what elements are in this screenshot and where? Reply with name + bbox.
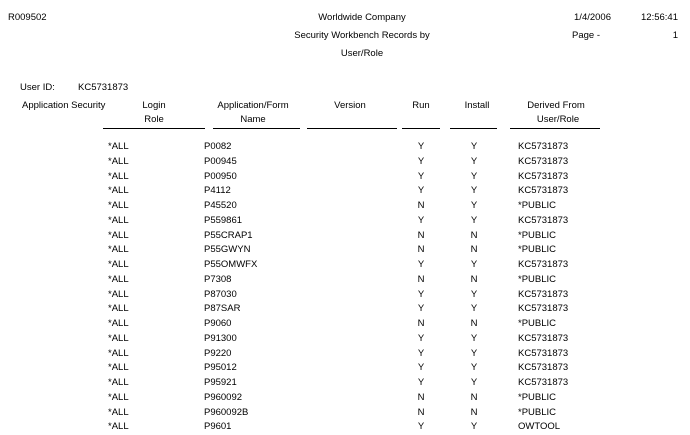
- cell-login-role: *ALL: [108, 141, 129, 152]
- cell-run-flag: Y: [417, 214, 425, 226]
- table-row: [0, 273, 690, 288]
- cell-derived-from: KC5731873: [518, 185, 569, 197]
- cell-run-flag: N: [417, 200, 425, 211]
- cell-run-flag: Y: [417, 347, 425, 359]
- cell-derived-from: KC5731873: [518, 377, 569, 388]
- cell-run-flag: N: [417, 273, 425, 285]
- cell-application: P00945: [204, 155, 237, 167]
- cell-login-role: *ALL: [108, 332, 129, 344]
- col-header-application: Application/Form: [217, 100, 289, 111]
- cell-login-role: *ALL: [108, 155, 129, 167]
- cell-derived-from: *PUBLIC: [518, 318, 557, 329]
- cell-application: P7308: [204, 273, 232, 285]
- cell-derived-from: *PUBLIC: [518, 391, 557, 403]
- cell-derived-from: KC5731873: [518, 347, 569, 359]
- cell-run-flag: N: [417, 406, 425, 418]
- table-row: [0, 258, 690, 273]
- cell-application: P559861: [204, 214, 243, 226]
- cell-run-flag: Y: [417, 259, 425, 270]
- table-row: [0, 184, 690, 199]
- cell-derived-from: KC5731873: [518, 288, 569, 300]
- cell-derived-from: KC5731873: [518, 214, 569, 226]
- cell-application: P55CRAP1: [204, 229, 253, 241]
- column-underline-login: [103, 128, 205, 129]
- cell-install-flag: Y: [470, 332, 478, 344]
- cell-login-role: *ALL: [108, 244, 129, 256]
- column-underline-run: [402, 128, 440, 129]
- cell-derived-from: KC5731873: [518, 141, 569, 152]
- table-row: [0, 302, 690, 317]
- cell-login-role: *ALL: [108, 347, 129, 359]
- section-label: Application Security: [22, 100, 106, 111]
- column-underline-application: [213, 128, 300, 129]
- cell-run-flag: Y: [417, 288, 425, 300]
- cell-derived-from: *PUBLIC: [518, 229, 557, 241]
- column-underline-install: [450, 128, 497, 129]
- cell-application: P9220: [204, 347, 232, 359]
- cell-run-flag: N: [417, 318, 425, 329]
- cell-derived-from: KC5731873: [518, 362, 569, 374]
- cell-application: P960092B: [204, 406, 249, 418]
- cell-derived-from: *PUBLIC: [518, 406, 557, 418]
- cell-run-flag: Y: [417, 185, 425, 197]
- table-row: [0, 420, 690, 435]
- cell-application: P95012: [204, 362, 237, 374]
- cell-install-flag: Y: [470, 347, 478, 359]
- cell-install-flag: N: [470, 244, 478, 256]
- report-id: R009502: [8, 12, 47, 23]
- cell-application: P960092: [204, 391, 243, 403]
- company-name: Worldwide Company: [318, 12, 406, 23]
- cell-login-role: *ALL: [108, 362, 129, 374]
- cell-install-flag: Y: [470, 377, 478, 388]
- cell-install-flag: Y: [470, 185, 478, 197]
- cell-application: P45520: [204, 200, 237, 211]
- column-underline-version: [307, 128, 397, 129]
- cell-install-flag: Y: [470, 288, 478, 300]
- column-underline-derived-from: [510, 128, 600, 129]
- cell-run-flag: N: [417, 229, 425, 241]
- cell-derived-from: OWTOOL: [518, 421, 561, 433]
- cell-install-flag: Y: [470, 141, 478, 152]
- cell-login-role: *ALL: [108, 200, 129, 211]
- user-id-value: KC5731873: [78, 82, 129, 93]
- col-header-user-role: User/Role: [536, 114, 580, 125]
- cell-login-role: *ALL: [108, 391, 129, 403]
- cell-run-flag: Y: [417, 155, 425, 167]
- cell-derived-from: KC5731873: [518, 259, 569, 270]
- col-header-login: Login: [142, 100, 166, 111]
- table-row: [0, 229, 690, 244]
- report-title: Security Workbench Records by: [294, 30, 430, 41]
- table-row: [0, 332, 690, 347]
- cell-login-role: *ALL: [108, 288, 129, 300]
- cell-application: P55GWYN: [204, 244, 251, 256]
- col-header-role: Role: [144, 114, 164, 125]
- cell-install-flag: N: [470, 229, 478, 241]
- cell-install-flag: Y: [470, 362, 478, 374]
- cell-application: P55OMWFX: [204, 259, 258, 270]
- cell-derived-from: *PUBLIC: [518, 200, 557, 211]
- table-row: [0, 170, 690, 185]
- table-row: [0, 406, 690, 421]
- cell-application: P91300: [204, 332, 237, 344]
- col-header-name: Name: [240, 114, 266, 125]
- cell-application: P9060: [204, 318, 232, 329]
- cell-derived-from: KC5731873: [518, 170, 569, 182]
- cell-login-role: *ALL: [108, 377, 129, 388]
- cell-run-flag: Y: [417, 377, 425, 388]
- cell-derived-from: KC5731873: [518, 303, 569, 315]
- table-row: [0, 199, 690, 214]
- user-id-label: User ID:: [20, 82, 55, 93]
- cell-install-flag: Y: [470, 170, 478, 182]
- cell-derived-from: *PUBLIC: [518, 244, 557, 256]
- table-row: [0, 361, 690, 376]
- cell-install-flag: Y: [470, 421, 478, 433]
- col-header-run: Run: [412, 100, 430, 111]
- cell-run-flag: Y: [417, 332, 425, 344]
- records-table: [0, 140, 690, 435]
- cell-install-flag: Y: [470, 200, 478, 211]
- cell-login-role: *ALL: [108, 406, 129, 418]
- cell-install-flag: Y: [470, 155, 478, 167]
- col-header-derived-from: Derived From: [527, 100, 585, 111]
- cell-run-flag: Y: [417, 303, 425, 315]
- cell-application: P87SAR: [204, 303, 241, 315]
- cell-run-flag: Y: [417, 141, 425, 152]
- table-row: [0, 391, 690, 406]
- cell-install-flag: N: [470, 391, 478, 403]
- table-row: [0, 214, 690, 229]
- cell-install-flag: Y: [470, 214, 478, 226]
- cell-install-flag: Y: [470, 303, 478, 315]
- cell-derived-from: KC5731873: [518, 332, 569, 344]
- cell-run-flag: Y: [417, 362, 425, 374]
- table-row: [0, 155, 690, 170]
- col-header-install: Install: [464, 100, 490, 111]
- table-row: [0, 317, 690, 332]
- page-label: Page -: [572, 30, 600, 41]
- col-header-version: Version: [334, 100, 366, 111]
- table-row: [0, 243, 690, 258]
- cell-application: P9601: [204, 421, 232, 433]
- cell-application: P4112: [204, 185, 231, 197]
- cell-login-role: *ALL: [108, 421, 129, 433]
- cell-install-flag: N: [470, 318, 478, 329]
- report-time: 12:56:41: [641, 12, 678, 23]
- cell-install-flag: Y: [470, 259, 478, 270]
- cell-login-role: *ALL: [108, 318, 129, 329]
- table-row: [0, 140, 690, 155]
- cell-application: P87030: [204, 288, 237, 300]
- cell-derived-from: KC5731873: [518, 155, 569, 167]
- cell-run-flag: N: [417, 391, 425, 403]
- table-row: [0, 376, 690, 391]
- cell-login-role: *ALL: [108, 170, 129, 182]
- cell-login-role: *ALL: [108, 229, 129, 241]
- table-row: [0, 347, 690, 362]
- cell-run-flag: Y: [417, 170, 425, 182]
- cell-login-role: *ALL: [108, 185, 129, 197]
- cell-application: P00950: [204, 170, 237, 182]
- cell-application: P0082: [204, 141, 232, 152]
- cell-install-flag: N: [470, 406, 478, 418]
- cell-derived-from: *PUBLIC: [518, 273, 557, 285]
- cell-login-role: *ALL: [108, 259, 129, 270]
- cell-run-flag: N: [417, 244, 425, 256]
- report-date: 1/4/2006: [574, 12, 611, 23]
- cell-login-role: *ALL: [108, 214, 129, 226]
- table-row: [0, 288, 690, 303]
- cell-run-flag: Y: [417, 421, 425, 433]
- cell-install-flag: N: [470, 273, 478, 285]
- cell-login-role: *ALL: [108, 273, 129, 285]
- cell-application: P95921: [204, 377, 237, 388]
- cell-login-role: *ALL: [108, 303, 129, 315]
- page-number: 1: [672, 30, 678, 41]
- report-subtitle: User/Role: [340, 48, 384, 59]
